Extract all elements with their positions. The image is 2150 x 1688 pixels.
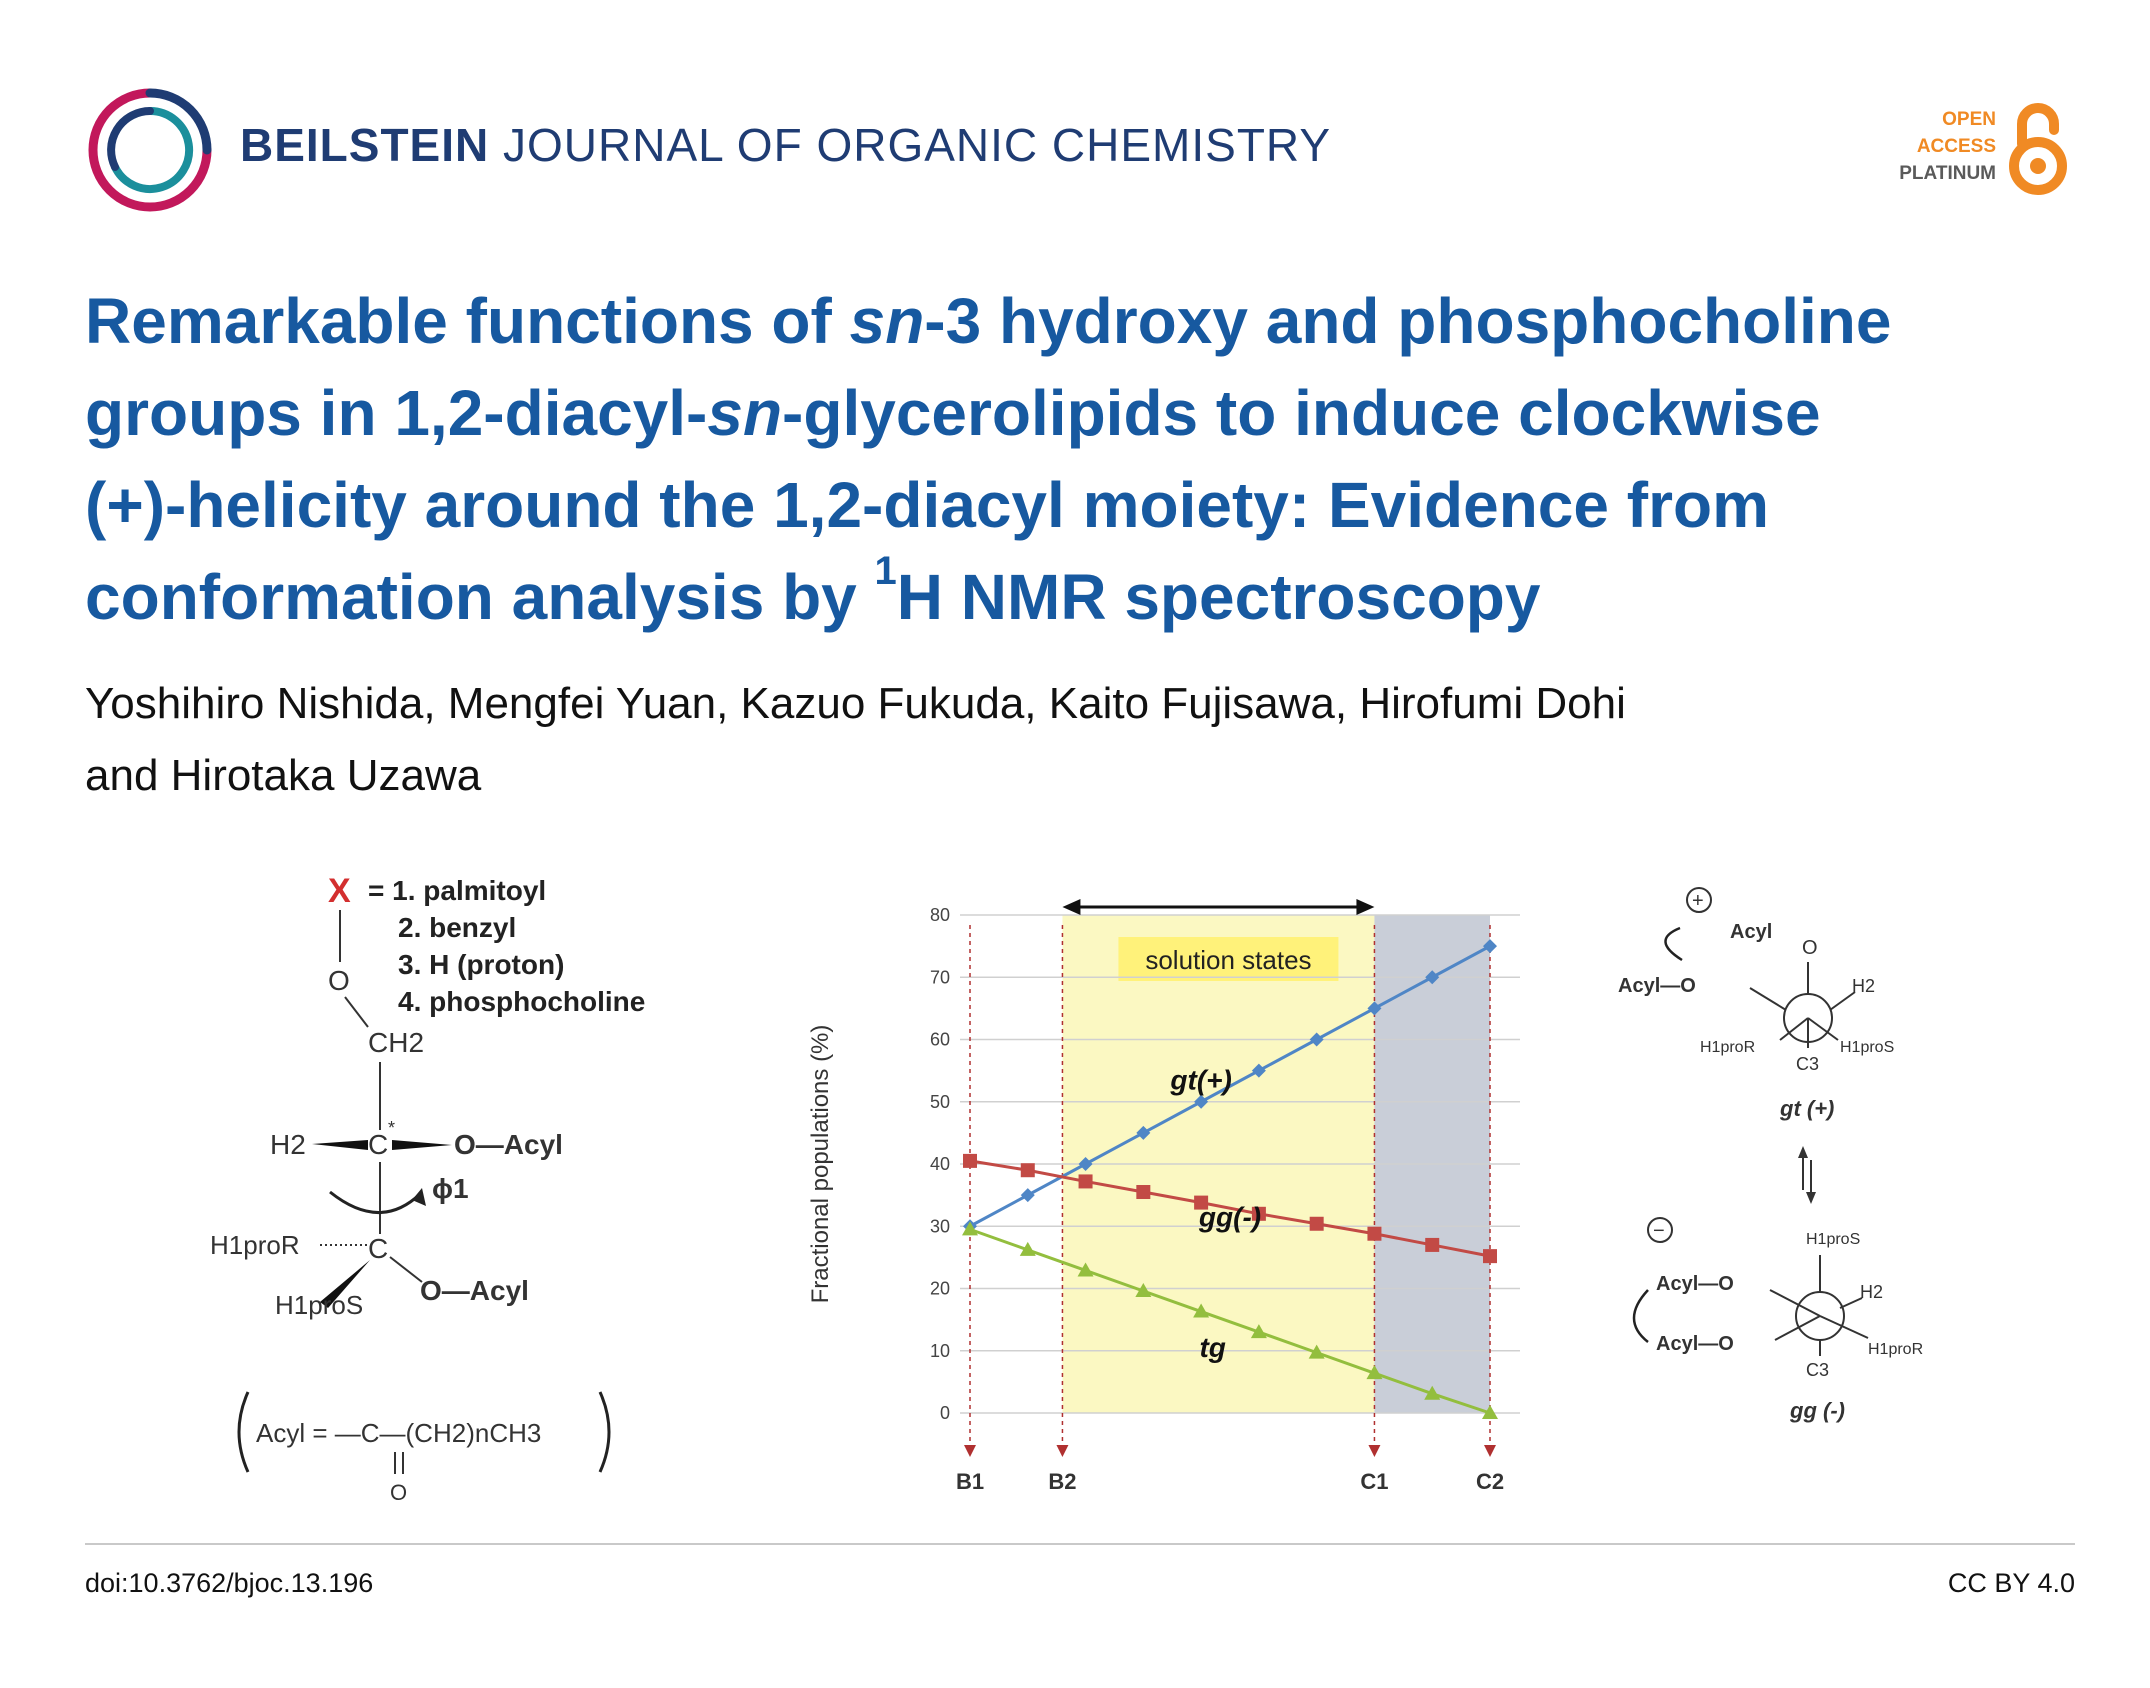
acyl-o-label: Acyl—O bbox=[1656, 1333, 1734, 1355]
oxygen-label: O bbox=[1802, 937, 1818, 959]
title-text: H NMR spectroscopy bbox=[896, 561, 1541, 633]
c3-label: C3 bbox=[1796, 1054, 1820, 1074]
substituent-option: 2. benzyl bbox=[398, 912, 517, 943]
acyl-o-label: Acyl—O bbox=[1618, 975, 1696, 997]
y-tick-label: 10 bbox=[929, 1340, 950, 1361]
title-italic: sn bbox=[849, 285, 925, 357]
title-text: -3 hydroxy and phosphocholine bbox=[924, 285, 1892, 357]
authors-line: and Hirotaka Uzawa bbox=[85, 751, 482, 800]
h1-pros-label: H1proS bbox=[1806, 1231, 1861, 1248]
x-tick-label: C1 bbox=[1360, 1469, 1389, 1494]
solution-states-label: solution states bbox=[1145, 945, 1312, 975]
data-point bbox=[1310, 1217, 1324, 1231]
ch2-label: CH2 bbox=[368, 1027, 425, 1058]
oxygen-label: O bbox=[328, 965, 350, 996]
o-acyl-label: O—Acyl bbox=[454, 1129, 563, 1160]
oa-open: OPEN bbox=[1942, 109, 1996, 130]
series-label: tg bbox=[1199, 1331, 1226, 1363]
substituent-option: = 1. palmitoyl bbox=[368, 875, 547, 906]
journal-name bbox=[240, 118, 1331, 172]
authors-line: Yoshihiro Nishida, Mengfei Yuan, Kazuo Fukuda, Kaito Fujisawa, Hirofumi Dohi bbox=[85, 679, 1626, 728]
journal-name-rest: JOURNAL OF ORGANIC CHEMISTRY bbox=[489, 119, 1331, 171]
doi-text: doi:10.3762/bjoc.13.196 bbox=[85, 1568, 374, 1598]
h2-label: H2 bbox=[1860, 1282, 1884, 1302]
carbon-label: C bbox=[368, 1233, 389, 1264]
h1-pror-label: H1proR bbox=[1868, 1341, 1924, 1358]
x-drop-arrow-icon bbox=[1484, 1445, 1496, 1457]
range-arrow-right-icon bbox=[1356, 899, 1374, 915]
data-point bbox=[1425, 1238, 1439, 1252]
gg-label: gg (-) bbox=[1790, 1398, 1845, 1423]
oa-platinum: PLATINUM bbox=[1899, 163, 1996, 184]
y-tick-label: 20 bbox=[929, 1278, 950, 1299]
carbon-label: C bbox=[368, 1129, 389, 1160]
y-tick-label: 0 bbox=[939, 1403, 950, 1423]
data-point bbox=[963, 1154, 977, 1168]
x-drop-arrow-icon bbox=[964, 1445, 976, 1457]
y-tick-label: 60 bbox=[929, 1029, 950, 1050]
open-access-badge bbox=[1878, 100, 2078, 200]
substituent-option: 3. H (proton) bbox=[398, 949, 565, 980]
article-title bbox=[85, 275, 2085, 643]
data-point bbox=[1021, 1188, 1035, 1202]
title-superscript: 1 bbox=[874, 549, 897, 593]
open-access-lock-icon bbox=[2008, 100, 2072, 200]
series-label: gt(+) bbox=[1170, 1064, 1232, 1096]
h2-label: H2 bbox=[270, 1129, 306, 1160]
series-label: gg(-) bbox=[1198, 1201, 1262, 1233]
y-tick-label: 40 bbox=[929, 1154, 950, 1174]
carbonyl-oxygen: O bbox=[390, 1480, 408, 1502]
data-point bbox=[1079, 1174, 1093, 1188]
x-tick-label: B2 bbox=[1048, 1469, 1077, 1494]
chiral-star: * bbox=[388, 1118, 396, 1138]
data-point bbox=[1367, 1227, 1381, 1241]
substituent-option: 4. phosphocholine bbox=[398, 986, 646, 1017]
h2-label: H2 bbox=[1852, 976, 1876, 996]
data-point bbox=[1021, 1163, 1035, 1177]
acyl-label: Acyl bbox=[1730, 921, 1773, 943]
title-text: conformation analysis by bbox=[85, 561, 875, 633]
plus-sign: + bbox=[1692, 890, 1704, 912]
h1-pros-label: H1proS bbox=[275, 1290, 364, 1320]
journal-name-bold: BEILSTEIN bbox=[240, 119, 490, 171]
y-axis-label: Fractional populations (%) bbox=[807, 1024, 834, 1304]
data-point bbox=[1483, 1249, 1497, 1263]
y-tick-label: 70 bbox=[929, 967, 950, 988]
h1-pror-label: H1proR bbox=[210, 1230, 300, 1260]
title-text: (+)-helicity around the 1,2-diacyl moiety: Evidence from bbox=[85, 469, 1769, 541]
gt-label: gt (+) bbox=[1780, 1096, 1835, 1121]
phi-label: ϕ1 bbox=[432, 1173, 469, 1204]
x-tick-label: C2 bbox=[1475, 1469, 1505, 1494]
y-tick-label: 80 bbox=[929, 905, 950, 925]
y-tick-label: 30 bbox=[929, 1216, 950, 1237]
title-italic: sn bbox=[707, 377, 783, 449]
journal-logo-icon bbox=[85, 85, 215, 215]
c3-label: C3 bbox=[1806, 1360, 1830, 1380]
h1-pror-label: H1proR bbox=[1700, 1039, 1756, 1056]
x-drop-arrow-icon bbox=[1056, 1445, 1068, 1457]
title-text: -glycerolipids to induce clockwise bbox=[782, 377, 1821, 449]
data-point bbox=[1136, 1185, 1150, 1199]
license-text: CC BY 4.0 bbox=[1947, 1568, 2075, 1598]
glycerolipid-structure bbox=[200, 862, 710, 1502]
minus-sign: − bbox=[1653, 1220, 1665, 1242]
footer-divider bbox=[85, 1543, 2075, 1545]
title-text: groups in 1,2-diacyl- bbox=[85, 377, 708, 449]
x-tick-label: B1 bbox=[955, 1469, 985, 1494]
h1-pros-label: H1proS bbox=[1840, 1039, 1895, 1056]
range-arrow-left-icon bbox=[1062, 899, 1080, 915]
title-text: Remarkable functions of bbox=[85, 285, 850, 357]
substituent-x: X bbox=[328, 872, 351, 910]
newman-projections bbox=[1600, 870, 1990, 1430]
author-list bbox=[85, 668, 2085, 812]
acyl-definition: Acyl = —C—(CH2)nCH3 bbox=[256, 1418, 542, 1448]
population-chart bbox=[790, 885, 1550, 1505]
y-tick-label: 50 bbox=[929, 1091, 950, 1112]
acyl-o-label: Acyl—O bbox=[1656, 1273, 1734, 1295]
o-acyl-label: O—Acyl bbox=[420, 1275, 529, 1306]
oa-access: ACCESS bbox=[1916, 136, 1996, 157]
x-drop-arrow-icon bbox=[1368, 1445, 1380, 1457]
